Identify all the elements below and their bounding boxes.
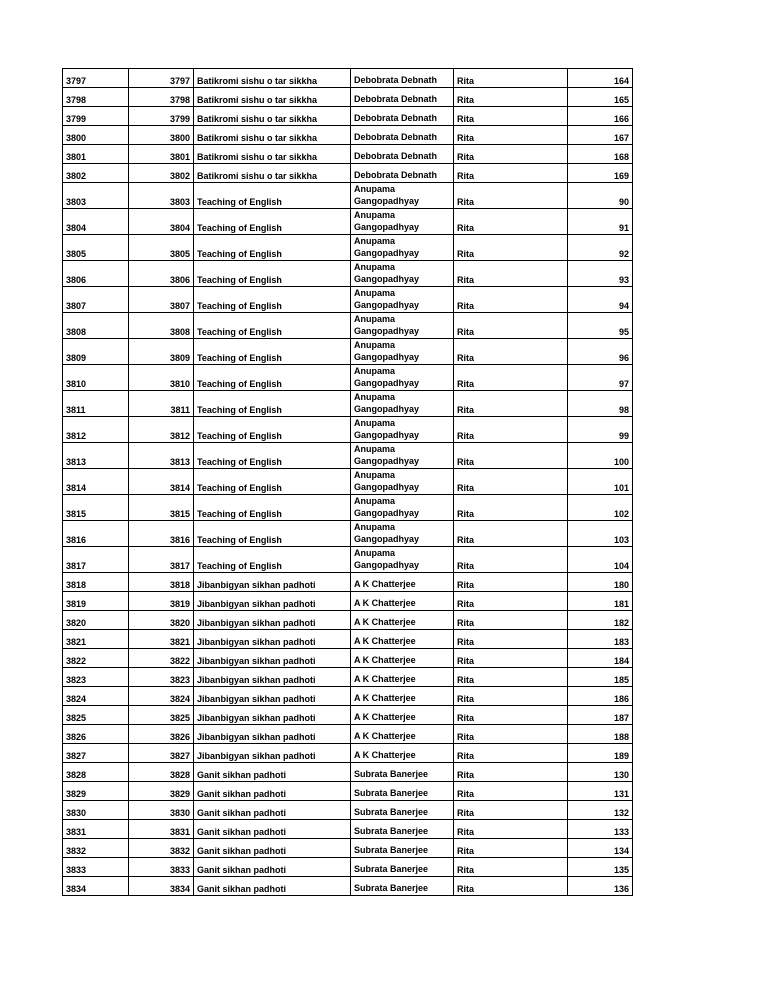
book-title-cell: Teaching of English [194, 469, 351, 495]
table-row [63, 495, 633, 521]
author-cell: A K Chatterjee [351, 630, 454, 649]
serial-number-cell: 136 [568, 877, 633, 896]
table-row [63, 592, 633, 611]
row-id-cell: 3813 [63, 443, 129, 469]
accession-number-cell: 3828 [129, 763, 194, 782]
table-row [63, 630, 633, 649]
issued-to-cell: Rita [454, 801, 568, 820]
issued-to-cell: Rita [454, 313, 568, 339]
row-id-cell: 3812 [63, 417, 129, 443]
issued-to-cell: Rita [454, 417, 568, 443]
author-cell: Debobrata Debnath [351, 164, 454, 183]
book-title-cell: Teaching of English [194, 183, 351, 209]
serial-number-cell: 184 [568, 649, 633, 668]
accession-number-cell: 3807 [129, 287, 194, 313]
book-title-cell: Batikromi sishu o tar sikkha [194, 145, 351, 164]
issued-to-cell: Rita [454, 858, 568, 877]
row-id-cell: 3806 [63, 261, 129, 287]
book-title-cell: Batikromi sishu o tar sikkha [194, 107, 351, 126]
author-cell: Anupama Gangopadhyay [351, 209, 454, 235]
issued-to-cell: Rita [454, 145, 568, 164]
table-row [63, 763, 633, 782]
table-row [63, 69, 633, 88]
accession-number-cell: 3800 [129, 126, 194, 145]
accession-number-cell: 3806 [129, 261, 194, 287]
serial-number-cell: 131 [568, 782, 633, 801]
author-cell: Debobrata Debnath [351, 88, 454, 107]
table-row [63, 725, 633, 744]
serial-number-cell: 91 [568, 209, 633, 235]
accession-number-cell: 3810 [129, 365, 194, 391]
serial-number-cell: 167 [568, 126, 633, 145]
issued-to-cell: Rita [454, 126, 568, 145]
accession-number-cell: 3825 [129, 706, 194, 725]
row-id-cell: 3821 [63, 630, 129, 649]
serial-number-cell: 166 [568, 107, 633, 126]
book-title-cell: Jibanbigyan sikhan padhoti [194, 687, 351, 706]
table-row [63, 782, 633, 801]
accession-number-cell: 3830 [129, 801, 194, 820]
issued-to-cell: Rita [454, 521, 568, 547]
book-title-cell: Ganit sikhan padhoti [194, 839, 351, 858]
author-cell: Anupama Gangopadhyay [351, 443, 454, 469]
book-title-cell: Jibanbigyan sikhan padhoti [194, 592, 351, 611]
row-id-cell: 3803 [63, 183, 129, 209]
book-title-cell: Ganit sikhan padhoti [194, 858, 351, 877]
author-cell: Anupama Gangopadhyay [351, 261, 454, 287]
table-row [63, 107, 633, 126]
row-id-cell: 3834 [63, 877, 129, 896]
issued-to-cell: Rita [454, 235, 568, 261]
accession-number-cell: 3802 [129, 164, 194, 183]
author-cell: Subrata Banerjee [351, 782, 454, 801]
serial-number-cell: 95 [568, 313, 633, 339]
row-id-cell: 3808 [63, 313, 129, 339]
table-row [63, 611, 633, 630]
book-register-table [62, 68, 633, 896]
issued-to-cell: Rita [454, 469, 568, 495]
serial-number-cell: 93 [568, 261, 633, 287]
row-id-cell: 3805 [63, 235, 129, 261]
book-title-cell: Teaching of English [194, 391, 351, 417]
book-title-cell: Teaching of English [194, 261, 351, 287]
author-cell: Anupama Gangopadhyay [351, 365, 454, 391]
row-id-cell: 3811 [63, 391, 129, 417]
row-id-cell: 3833 [63, 858, 129, 877]
accession-number-cell: 3804 [129, 209, 194, 235]
book-title-cell: Teaching of English [194, 521, 351, 547]
table-row [63, 313, 633, 339]
issued-to-cell: Rita [454, 443, 568, 469]
serial-number-cell: 182 [568, 611, 633, 630]
author-cell: Debobrata Debnath [351, 107, 454, 126]
accession-number-cell: 3803 [129, 183, 194, 209]
issued-to-cell: Rita [454, 592, 568, 611]
author-cell: Debobrata Debnath [351, 145, 454, 164]
author-cell: Anupama Gangopadhyay [351, 469, 454, 495]
table-row [63, 417, 633, 443]
table-row [63, 164, 633, 183]
table-row [63, 183, 633, 209]
author-cell: A K Chatterjee [351, 706, 454, 725]
table-row [63, 261, 633, 287]
accession-number-cell: 3821 [129, 630, 194, 649]
author-cell: Anupama Gangopadhyay [351, 339, 454, 365]
issued-to-cell: Rita [454, 839, 568, 858]
row-id-cell: 3800 [63, 126, 129, 145]
author-cell: Anupama Gangopadhyay [351, 495, 454, 521]
accession-number-cell: 3797 [129, 69, 194, 88]
author-cell: Anupama Gangopadhyay [351, 313, 454, 339]
book-title-cell: Jibanbigyan sikhan padhoti [194, 725, 351, 744]
row-id-cell: 3797 [63, 69, 129, 88]
table-row [63, 668, 633, 687]
serial-number-cell: 96 [568, 339, 633, 365]
issued-to-cell: Rita [454, 209, 568, 235]
table-row [63, 287, 633, 313]
row-id-cell: 3801 [63, 145, 129, 164]
table-row [63, 547, 633, 573]
row-id-cell: 3802 [63, 164, 129, 183]
author-cell: Subrata Banerjee [351, 820, 454, 839]
author-cell: Subrata Banerjee [351, 877, 454, 896]
book-title-cell: Jibanbigyan sikhan padhoti [194, 611, 351, 630]
row-id-cell: 3828 [63, 763, 129, 782]
row-id-cell: 3829 [63, 782, 129, 801]
issued-to-cell: Rita [454, 88, 568, 107]
issued-to-cell: Rita [454, 668, 568, 687]
book-title-cell: Jibanbigyan sikhan padhoti [194, 649, 351, 668]
book-title-cell: Teaching of English [194, 443, 351, 469]
row-id-cell: 3810 [63, 365, 129, 391]
accession-number-cell: 3809 [129, 339, 194, 365]
serial-number-cell: 169 [568, 164, 633, 183]
serial-number-cell: 186 [568, 687, 633, 706]
author-cell: Subrata Banerjee [351, 763, 454, 782]
author-cell: A K Chatterjee [351, 668, 454, 687]
issued-to-cell: Rita [454, 744, 568, 763]
table-row [63, 706, 633, 725]
accession-number-cell: 3826 [129, 725, 194, 744]
issued-to-cell: Rita [454, 183, 568, 209]
accession-number-cell: 3813 [129, 443, 194, 469]
author-cell: Subrata Banerjee [351, 858, 454, 877]
table-row [63, 687, 633, 706]
accession-number-cell: 3822 [129, 649, 194, 668]
accession-number-cell: 3814 [129, 469, 194, 495]
issued-to-cell: Rita [454, 69, 568, 88]
author-cell: A K Chatterjee [351, 744, 454, 763]
serial-number-cell: 164 [568, 69, 633, 88]
row-id-cell: 3830 [63, 801, 129, 820]
issued-to-cell: Rita [454, 820, 568, 839]
row-id-cell: 3816 [63, 521, 129, 547]
book-title-cell: Teaching of English [194, 235, 351, 261]
serial-number-cell: 133 [568, 820, 633, 839]
accession-number-cell: 3833 [129, 858, 194, 877]
issued-to-cell: Rita [454, 611, 568, 630]
serial-number-cell: 104 [568, 547, 633, 573]
table-row [63, 145, 633, 164]
serial-number-cell: 187 [568, 706, 633, 725]
table-row [63, 391, 633, 417]
issued-to-cell: Rita [454, 763, 568, 782]
author-cell: A K Chatterjee [351, 649, 454, 668]
issued-to-cell: Rita [454, 261, 568, 287]
serial-number-cell: 188 [568, 725, 633, 744]
author-cell: Anupama Gangopadhyay [351, 521, 454, 547]
accession-number-cell: 3818 [129, 573, 194, 592]
table-row [63, 649, 633, 668]
book-title-cell: Jibanbigyan sikhan padhoti [194, 744, 351, 763]
accession-number-cell: 3834 [129, 877, 194, 896]
author-cell: Debobrata Debnath [351, 126, 454, 145]
issued-to-cell: Rita [454, 107, 568, 126]
author-cell: Subrata Banerjee [351, 839, 454, 858]
issued-to-cell: Rita [454, 630, 568, 649]
accession-number-cell: 3805 [129, 235, 194, 261]
serial-number-cell: 180 [568, 573, 633, 592]
accession-number-cell: 3829 [129, 782, 194, 801]
row-id-cell: 3809 [63, 339, 129, 365]
book-title-cell: Ganit sikhan padhoti [194, 763, 351, 782]
accession-number-cell: 3799 [129, 107, 194, 126]
table-row [63, 820, 633, 839]
author-cell: A K Chatterjee [351, 611, 454, 630]
author-cell: Anupama Gangopadhyay [351, 235, 454, 261]
book-title-cell: Teaching of English [194, 287, 351, 313]
book-title-cell: Teaching of English [194, 417, 351, 443]
table-row [63, 877, 633, 896]
book-title-cell: Teaching of English [194, 313, 351, 339]
table-row [63, 339, 633, 365]
issued-to-cell: Rita [454, 687, 568, 706]
book-title-cell: Jibanbigyan sikhan padhoti [194, 630, 351, 649]
serial-number-cell: 132 [568, 801, 633, 820]
row-id-cell: 3819 [63, 592, 129, 611]
row-id-cell: 3798 [63, 88, 129, 107]
author-cell: Subrata Banerjee [351, 801, 454, 820]
table-row [63, 365, 633, 391]
row-id-cell: 3818 [63, 573, 129, 592]
accession-number-cell: 3832 [129, 839, 194, 858]
book-title-cell: Batikromi sishu o tar sikkha [194, 126, 351, 145]
table-row [63, 521, 633, 547]
author-cell: Anupama Gangopadhyay [351, 391, 454, 417]
author-cell: Anupama Gangopadhyay [351, 183, 454, 209]
author-cell: Anupama Gangopadhyay [351, 287, 454, 313]
accession-number-cell: 3811 [129, 391, 194, 417]
table-row [63, 235, 633, 261]
table-body [63, 69, 633, 896]
accession-number-cell: 3824 [129, 687, 194, 706]
book-title-cell: Batikromi sishu o tar sikkha [194, 164, 351, 183]
row-id-cell: 3831 [63, 820, 129, 839]
serial-number-cell: 130 [568, 763, 633, 782]
serial-number-cell: 99 [568, 417, 633, 443]
book-title-cell: Batikromi sishu o tar sikkha [194, 69, 351, 88]
row-id-cell: 3825 [63, 706, 129, 725]
serial-number-cell: 168 [568, 145, 633, 164]
row-id-cell: 3827 [63, 744, 129, 763]
author-cell: Anupama Gangopadhyay [351, 417, 454, 443]
author-cell: Debobrata Debnath [351, 69, 454, 88]
row-id-cell: 3826 [63, 725, 129, 744]
accession-number-cell: 3816 [129, 521, 194, 547]
accession-number-cell: 3817 [129, 547, 194, 573]
row-id-cell: 3804 [63, 209, 129, 235]
accession-number-cell: 3827 [129, 744, 194, 763]
table-row [63, 469, 633, 495]
author-cell: A K Chatterjee [351, 687, 454, 706]
book-title-cell: Ganit sikhan padhoti [194, 801, 351, 820]
accession-number-cell: 3823 [129, 668, 194, 687]
serial-number-cell: 135 [568, 858, 633, 877]
row-id-cell: 3807 [63, 287, 129, 313]
serial-number-cell: 134 [568, 839, 633, 858]
serial-number-cell: 98 [568, 391, 633, 417]
serial-number-cell: 102 [568, 495, 633, 521]
table-row [63, 88, 633, 107]
book-title-cell: Jibanbigyan sikhan padhoti [194, 706, 351, 725]
issued-to-cell: Rita [454, 547, 568, 573]
serial-number-cell: 181 [568, 592, 633, 611]
serial-number-cell: 103 [568, 521, 633, 547]
issued-to-cell: Rita [454, 725, 568, 744]
issued-to-cell: Rita [454, 495, 568, 521]
table-row [63, 744, 633, 763]
issued-to-cell: Rita [454, 706, 568, 725]
accession-number-cell: 3815 [129, 495, 194, 521]
row-id-cell: 3815 [63, 495, 129, 521]
book-title-cell: Teaching of English [194, 547, 351, 573]
serial-number-cell: 94 [568, 287, 633, 313]
row-id-cell: 3824 [63, 687, 129, 706]
table-row [63, 126, 633, 145]
issued-to-cell: Rita [454, 391, 568, 417]
issued-to-cell: Rita [454, 287, 568, 313]
row-id-cell: 3814 [63, 469, 129, 495]
table-row [63, 573, 633, 592]
book-title-cell: Teaching of English [194, 339, 351, 365]
accession-number-cell: 3801 [129, 145, 194, 164]
serial-number-cell: 185 [568, 668, 633, 687]
table-row [63, 801, 633, 820]
book-title-cell: Jibanbigyan sikhan padhoti [194, 573, 351, 592]
issued-to-cell: Rita [454, 782, 568, 801]
table-row [63, 858, 633, 877]
serial-number-cell: 97 [568, 365, 633, 391]
accession-number-cell: 3819 [129, 592, 194, 611]
author-cell: A K Chatterjee [351, 573, 454, 592]
serial-number-cell: 183 [568, 630, 633, 649]
book-title-cell: Batikromi sishu o tar sikkha [194, 88, 351, 107]
serial-number-cell: 100 [568, 443, 633, 469]
table-row [63, 209, 633, 235]
accession-number-cell: 3798 [129, 88, 194, 107]
book-title-cell: Teaching of English [194, 365, 351, 391]
issued-to-cell: Rita [454, 339, 568, 365]
accession-number-cell: 3831 [129, 820, 194, 839]
serial-number-cell: 92 [568, 235, 633, 261]
serial-number-cell: 101 [568, 469, 633, 495]
issued-to-cell: Rita [454, 164, 568, 183]
issued-to-cell: Rita [454, 649, 568, 668]
row-id-cell: 3823 [63, 668, 129, 687]
serial-number-cell: 165 [568, 88, 633, 107]
table-row [63, 839, 633, 858]
book-title-cell: Ganit sikhan padhoti [194, 782, 351, 801]
table-row [63, 443, 633, 469]
issued-to-cell: Rita [454, 573, 568, 592]
row-id-cell: 3817 [63, 547, 129, 573]
serial-number-cell: 90 [568, 183, 633, 209]
author-cell: A K Chatterjee [351, 592, 454, 611]
row-id-cell: 3832 [63, 839, 129, 858]
accession-number-cell: 3820 [129, 611, 194, 630]
accession-number-cell: 3808 [129, 313, 194, 339]
book-title-cell: Ganit sikhan padhoti [194, 820, 351, 839]
book-title-cell: Teaching of English [194, 495, 351, 521]
row-id-cell: 3822 [63, 649, 129, 668]
book-title-cell: Jibanbigyan sikhan padhoti [194, 668, 351, 687]
issued-to-cell: Rita [454, 877, 568, 896]
author-cell: Anupama Gangopadhyay [351, 547, 454, 573]
book-title-cell: Ganit sikhan padhoti [194, 877, 351, 896]
issued-to-cell: Rita [454, 365, 568, 391]
author-cell: A K Chatterjee [351, 725, 454, 744]
book-title-cell: Teaching of English [194, 209, 351, 235]
row-id-cell: 3820 [63, 611, 129, 630]
accession-number-cell: 3812 [129, 417, 194, 443]
serial-number-cell: 189 [568, 744, 633, 763]
row-id-cell: 3799 [63, 107, 129, 126]
